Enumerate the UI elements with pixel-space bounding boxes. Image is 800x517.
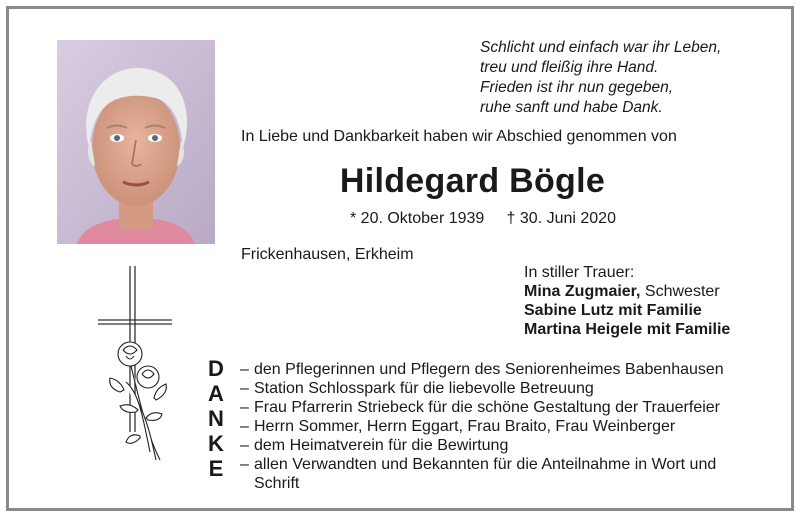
- cross-roses-icon: [90, 262, 190, 472]
- thanks-item: – Frau Pfarrerin Striebeck für die schöne Gestaltung der Trauerfeier: [240, 398, 760, 417]
- danke-letter: N: [208, 406, 224, 431]
- poem-line: Frieden ist ihr nun gegeben,: [480, 79, 674, 96]
- life-dates: [350, 210, 616, 228]
- thanks-item: – Station Schlosspark für die liebevolle Betreuung: [240, 379, 760, 398]
- mourners: [524, 263, 730, 339]
- poem-line: Schlicht und einfach war ihr Leben,: [480, 39, 722, 56]
- danke-letter: D: [208, 356, 224, 381]
- place: Frickenhausen, Erkheim: [241, 246, 414, 263]
- danke-letter: K: [208, 431, 224, 456]
- thanks-item: – Herrn Sommer, Herrn Eggart, Frau Braito, Frau Weinberger: [240, 417, 760, 436]
- mourner-name: Mina Zugmaier,: [524, 283, 641, 300]
- thanks-item: – dem Heimatverein für die Bewirtung: [240, 436, 760, 455]
- portrait-photo: [57, 40, 215, 244]
- mourner-entry: [524, 301, 730, 320]
- mourner-entry: [524, 320, 730, 339]
- mourner-name: Sabine Lutz mit Familie: [524, 302, 702, 319]
- mourner-entry: [524, 282, 730, 301]
- mourner-name: Martina Heigele mit Familie: [524, 321, 731, 338]
- poem-line: treu und fleißig ihre Hand.: [480, 59, 659, 76]
- thanks-list: [240, 360, 760, 493]
- danke-letter: E: [208, 456, 224, 481]
- mourner-relation: Schwester: [640, 283, 720, 300]
- danke-letters: [206, 356, 226, 481]
- deceased-name: Hildegard Bögle: [339, 162, 606, 200]
- thanks-item: – allen Verwandten und Bekannten für die Anteilnahme in Wort und Schrift: [240, 455, 752, 493]
- intro-text: In Liebe und Dankbarkeit haben wir Abschied genommen von: [241, 128, 677, 145]
- death-date: † 30. Juni 2020: [506, 210, 616, 227]
- mourners-heading: In stiller Trauer:: [524, 264, 635, 281]
- poem: [480, 38, 721, 118]
- poem-line: ruhe sanft und habe Dank.: [480, 99, 663, 116]
- thanks-item: – den Pflegerinnen und Pflegern des Seniorenheimes Babenhausen: [240, 360, 760, 379]
- danke-letter: A: [208, 381, 224, 406]
- birth-date: * 20. Oktober 1939: [350, 210, 485, 227]
